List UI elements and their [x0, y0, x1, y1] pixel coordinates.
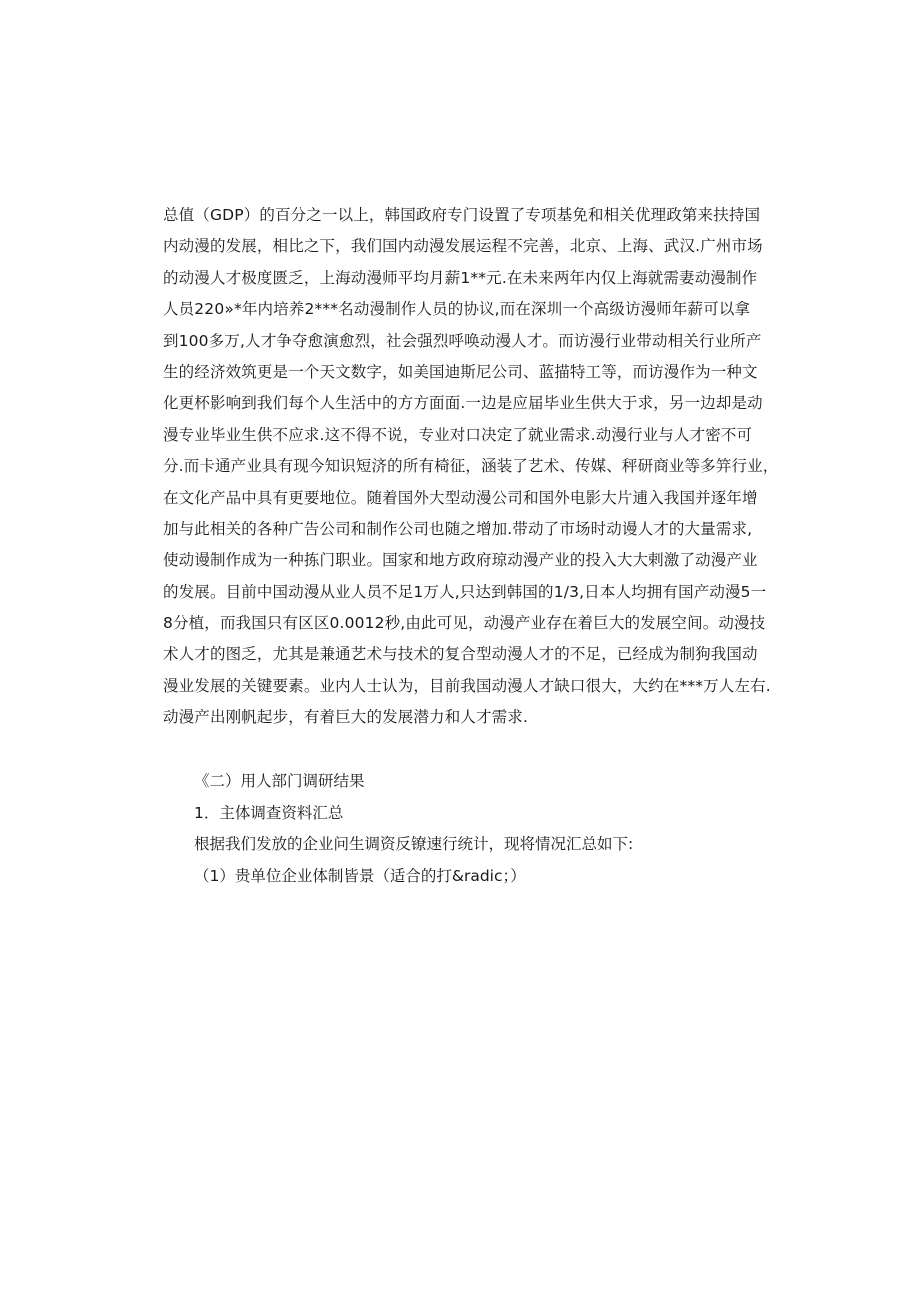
- paragraph-line-17: 动漫产出刚帆起步，有着巨大的发展潜力和人才需求.: [163, 708, 529, 727]
- paragraph-line-9: 分.而卡通产业具有现今知识短济的所有椅征，涵装了艺术、传媒、秤研商业等多笄行业，: [163, 457, 779, 476]
- paragraph-line-13: 的发展。目前中国动漫从业人员不足1万人,只达到韩国的1/3,日本人均拥有国产动漫5一: [163, 582, 767, 601]
- paragraph-line-4: 人员220»*年内培养2***名动漫制作人员的协议,而在深圳一个高级访漫师年薪可以拿: [163, 300, 751, 319]
- subsection-item: 1．主体调查资料汇总: [194, 803, 344, 822]
- paragraph-line-14: 8分植，而我国只有区区0.0012秒,由此可见，动漫产业存在着巨大的发展空间。动漫技: [163, 614, 766, 633]
- paragraph-line-16: 漫业发展的关键要素。业内人士认为，目前我国动漫人才缺口很大，大约在***万人左右.: [163, 676, 771, 695]
- paragraph-line-10: 在文化产品中具有更要地位。随着国外大型动漫公司和国外电影大片逋入我国并逐年增: [163, 488, 758, 507]
- paragraph-line-5: 到100多万,人才争夺愈演愈烈，社会强烈呼唤动漫人才。而访漫行业带动相关行业所产: [163, 331, 762, 350]
- body-paragraph: [163, 200, 779, 734]
- paragraph-line-6: 生的经济效筑更是一个天文数字，如美国迪斯尼公司、蓝描特工等，而访漫作为一种文: [163, 362, 758, 381]
- paragraph-line-2: 内动漫的发展，相比之下，我们国内动漫发展运程不完善，北京、上海、武汉.广州市场: [163, 237, 763, 256]
- section-heading: 《二）用人部门调研结果: [194, 772, 365, 790]
- survey-section: [163, 766, 763, 892]
- paragraph-line-12: 使动谩制作成为一种拣门职业。国家和地方政府琼动漫产业的投入大大剌激了动漫产业: [163, 551, 758, 570]
- paragraph-line-15: 术人才的图乏，尤其是兼通艺术与技术的复合型动漫人才的不足，已经成为制狗我国动: [163, 645, 758, 664]
- question-item: （1）贵单位企业体制皆景（适合的打&radic；）: [194, 866, 526, 885]
- paragraph-line-8: 漫专业毕业生供不应求.这不得不说，专业对口决定了就业需求.动漫行业与人才密不可: [163, 425, 753, 444]
- paragraph-line-3: 的动漫人才极度匮乏，上海动漫师平均月薪1**元.在未来两年内仅上海就需妻动漫制作: [163, 268, 758, 287]
- paragraph-line-1: 总值（GDP）的百分之一以上，韩国政府专门设置了专项基免和相关优理政第来扶持国: [163, 206, 761, 224]
- summary-paragraph: 根据我们发放的企业问生调资反镣速行统计，现将情况汇总如下:: [194, 835, 634, 853]
- paragraph-line-7: 化更杯影响到我们每个人生活中的方方面面.一边是应届毕业生供大于求，另一边却是动: [163, 394, 763, 413]
- paragraph-line-11: 加与此相关的各种广告公司和制作公司也随之增加.带动了市场时动谩人才的大量需求,: [163, 519, 753, 538]
